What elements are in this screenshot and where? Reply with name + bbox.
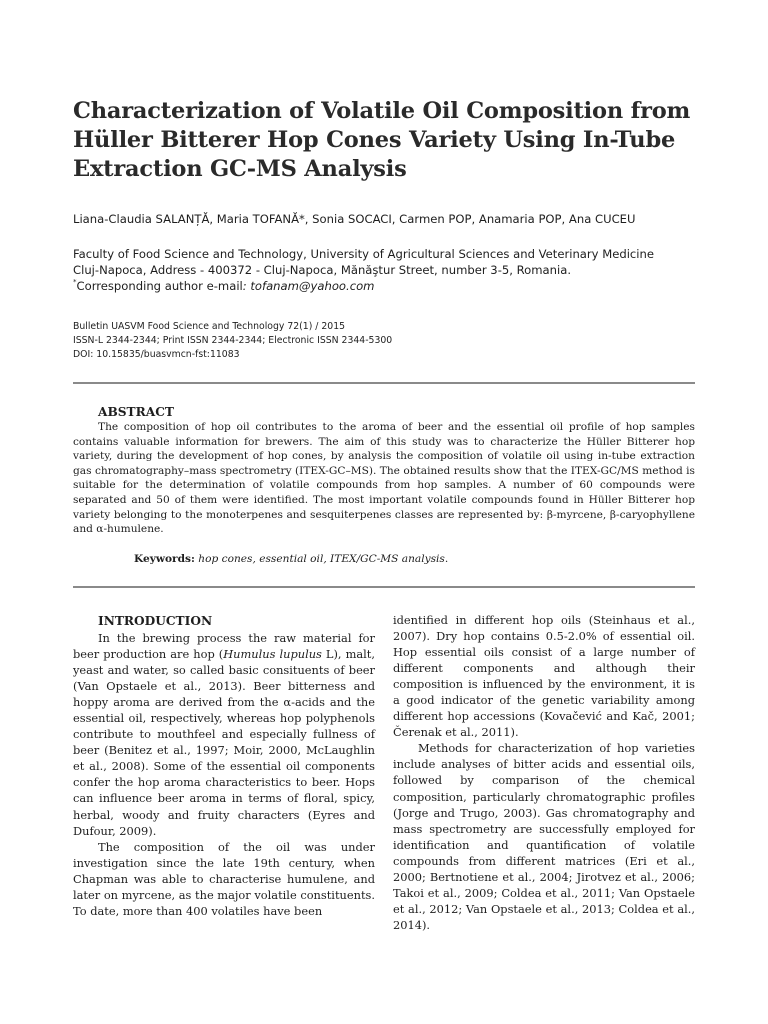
keywords-text: hop cones, essential oil, ITEX/GC-MS analysis (198, 553, 445, 565)
bottom-divider (73, 586, 695, 588)
doi-line[interactable]: DOI: 10.15835/buasvmcn-fst:11083 (73, 349, 240, 360)
keywords-line (134, 552, 448, 566)
species-name: Humulus lupulus (223, 647, 322, 662)
keywords-end: . (444, 553, 449, 565)
affiliation-block (73, 246, 733, 294)
abstract-heading: ABSTRACT (98, 405, 174, 419)
bulletin-info (73, 320, 673, 362)
intro-p1-rest: L), malt, yeast and water, so called basic consituents of beer (Van Opstaele et al., 2013). Beer bitterness and hoppy aroma are derived from the α-acids and the essential oil, respectively, whereas hop polyphenols contribute to mouthfeel and especially fullness of beer (Benitez et al., 1997; Moir, 2000, McLaughlin et al., 2008). Some of the essential oil components confer the hop aroma characteristics to beer. Hops can influence beer aroma in terms of floral, spicy, herbal, woody and fruity characters (Eyres and Dufour, 2009). (73, 647, 375, 838)
affiliation-line-2: Cluj-Napoca, Address - 400372 - Cluj-Napoca, Mănăştur Street, number 3-5, Romania. (73, 263, 572, 277)
intro-paragraph-2: The composition of the oil was under investigation since the late 19th century, when Chapman was able to characterise humulene, and later on myrcene, as the major volatile constituents. To date, more than 400 volatiles have been (73, 839, 375, 918)
corresponding-email[interactable]: tofanam@yahoo.com (250, 279, 375, 293)
corresponding-author (73, 278, 733, 294)
top-divider (73, 382, 695, 384)
intro-paragraph-3: Methods for characterization of hop varieties include analyses of bitter acids and essential oils, followed by comparison of the chemical composition, particularly chromatographic profiles (Jorge and Trugo, 2003). Gas chromatography and mass spectrometry are successfully employed for identification and quantification of volatile compounds from different matrices (Eri et al., 2000; Bertnotiene et al., 2004; Jirotvez et al., 2006; Takoi et al., 2009; Coldea et al., 2011; Van Opstaele et al., 2012; Van Opstaele et al., 2013; Coldea et al., 2014). (393, 741, 695, 932)
issn-line: ISSN-L 2344-2344; Print ISSN 2344-2344; Electronic ISSN 2344-5300 (73, 335, 393, 346)
abstract-text: The composition of hop oil contributes to the aroma of beer and the essential oil profile of hop samples contains valuable information for brewers. The aim of this study was to characterize the Hüller Bitterer hop variety, during the development of hop cones, by analysis the composition of volatile oil using in-tube extraction gas chromatography–mass spectrometry (ITEX-GC–MS). The obtained results show that the ITEX-GC/MS method is suitable for the determination of volatile compounds from hop samples. A number of 60 compounds were separated and 50 of them were identified. The most important volatile compounds found in Hüller Bitterer hop variety belonging to the monoterpenes and sesquiterpenes classes are represented by: β-myrcene, β-caryophyllene and α-humulene. (73, 421, 695, 536)
intro-paragraph-2-continued: identified in different hop oils (Steinhaus et al., 2007). Dry hop contains 0.5-2.0% of essential oil. Hop essential oils consist of a large number of different components and although their composition is influenced by the environment, it is a good indicator of the genetic variability among different hop accessions (Kovačević and Kač, 2001; Čerenak et al., 2011). (393, 613, 695, 740)
corresponding-label: Corresponding author e-mail (76, 279, 243, 293)
keywords-label: Keywords: (134, 553, 195, 565)
body-column-right (393, 612, 695, 933)
author-list: Liana-Claudia SALANȚĂ, Maria TOFANĂ*, Sonia SOCACI, Carmen POP, Anamaria POP, Ana CUCEU (73, 212, 636, 226)
journal-line: Bulletin UASVM Food Science and Technology 72(1) / 2015 (73, 321, 346, 332)
paper-title: Characterization of Volatile Oil Composition from Hüller Bitterer Hop Cones Variety Using In-Tube Extraction GC-MS Analysis (73, 98, 691, 182)
body-column-left (73, 612, 375, 919)
intro-p1-start: In the brewing process the raw material for beer production are hop ( (73, 631, 375, 662)
corresponding-colon: : (242, 279, 251, 293)
affiliation-line-1: Faculty of Food Science and Technology, University of Agricultural Sciences and Veterinary Medicine (73, 247, 655, 261)
corresponding-mark: * (73, 278, 77, 286)
intro-paragraph-1 (73, 630, 375, 839)
introduction-heading: INTRODUCTION (98, 614, 213, 628)
